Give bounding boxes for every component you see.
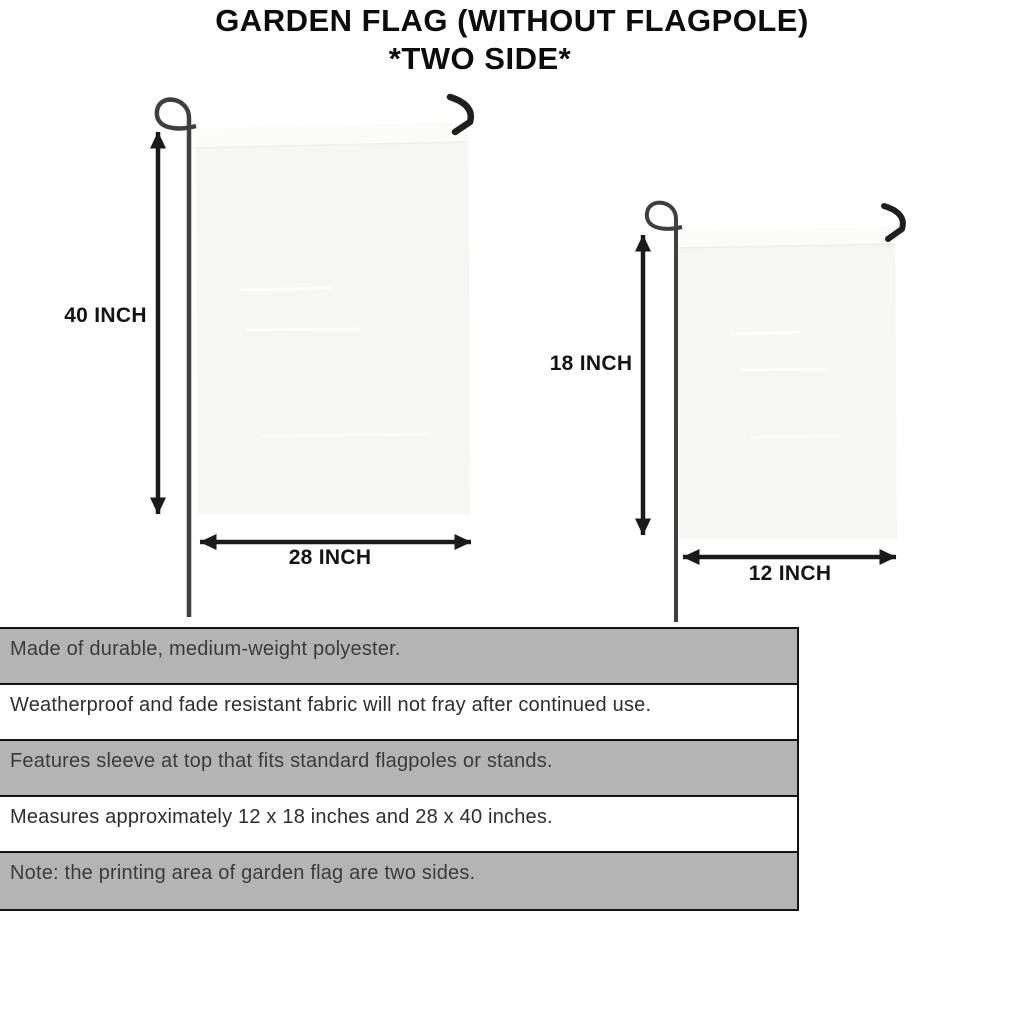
feature-row-sleeve: Features sleeve at top that fits standard flagpoles or stands. bbox=[0, 741, 797, 797]
large-flag-fold-line bbox=[260, 434, 430, 436]
feature-row-note: Note: the printing area of garden flag are two sides. bbox=[0, 853, 797, 909]
small-flag-fold-line bbox=[740, 369, 830, 370]
feature-list bbox=[0, 627, 799, 911]
large-flag-width-label: 28 INCH bbox=[288, 546, 372, 569]
page-subtitle: *TWO SIDE* bbox=[388, 41, 572, 76]
large-flag-fabric bbox=[196, 122, 470, 514]
feature-row-material: Made of durable, medium-weight polyester. bbox=[0, 629, 797, 685]
small-flag-fold-line bbox=[730, 332, 800, 334]
large-flag-fold-line bbox=[245, 329, 360, 330]
small-flag bbox=[678, 227, 897, 539]
small-flag-fold-line bbox=[750, 436, 840, 437]
small-flag-width-label: 12 INCH bbox=[748, 562, 832, 585]
small-flag-pole bbox=[647, 203, 682, 622]
large-flag-height-label: 40 INCH bbox=[64, 304, 147, 327]
page-title: GARDEN FLAG (WITHOUT FLAGPOLE) bbox=[215, 3, 809, 38]
feature-row-measurements: Measures approximately 12 x 18 inches and 28 x 40 inches. bbox=[0, 797, 797, 853]
feature-row-weatherproof: Weatherproof and fade resistant fabric will not fray after continued use. bbox=[0, 685, 797, 741]
large-flag-fold-line bbox=[240, 288, 330, 290]
large-flag-pole bbox=[157, 100, 196, 617]
large-flag bbox=[196, 122, 470, 514]
small-flag-fabric bbox=[678, 227, 897, 539]
small-flag-height-label: 18 INCH bbox=[549, 352, 633, 375]
